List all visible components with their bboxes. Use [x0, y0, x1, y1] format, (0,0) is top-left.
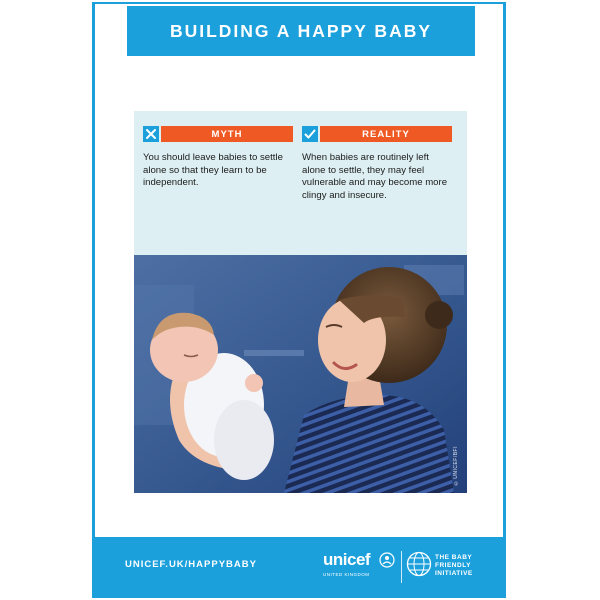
photo-credit: ©UNICEF/BFI: [453, 445, 459, 485]
unicef-country: UNITED KINGDOM: [323, 572, 370, 577]
myth-text: You should leave babies to settle alone so that they learn to be independent.: [143, 152, 283, 188]
myth-label-row: [143, 126, 293, 142]
unicef-logo: [323, 550, 398, 584]
bfi-line2: FRIENDLY: [435, 562, 471, 569]
unicef-emblem-icon: [379, 552, 395, 568]
title-banner: [127, 6, 475, 56]
bfi-line1: THE BABY: [435, 554, 473, 561]
reality-label: REALITY: [320, 126, 452, 142]
reality-text: When babies are routinely left alone to settle, they may feel vulnerable and may become more clingy and insecure.: [302, 152, 448, 201]
myth-reality-panel: [134, 111, 467, 255]
photo-illustration: [134, 255, 467, 493]
poster: [92, 2, 506, 598]
myth-column: [143, 126, 293, 190]
poster-title: BUILDING A HAPPY BABY: [169, 20, 433, 41]
footer-bar: [95, 537, 503, 595]
website-link[interactable]: UNICEF.UK/HAPPYBABY: [125, 559, 257, 570]
footer-divider: [401, 551, 402, 583]
checkmark-icon: [302, 126, 318, 142]
bfi-line3: INITIATIVE: [435, 570, 473, 577]
reality-column: [302, 126, 452, 202]
myth-label: MYTH: [161, 126, 293, 142]
mother-and-baby-photo: [134, 255, 467, 493]
baby-friendly-initiative-label: [435, 554, 473, 578]
baby-friendly-globe-icon: [406, 551, 432, 577]
cross-icon: [143, 126, 159, 142]
reality-label-row: [302, 126, 452, 142]
unicef-wordmark: unicef: [323, 550, 371, 569]
